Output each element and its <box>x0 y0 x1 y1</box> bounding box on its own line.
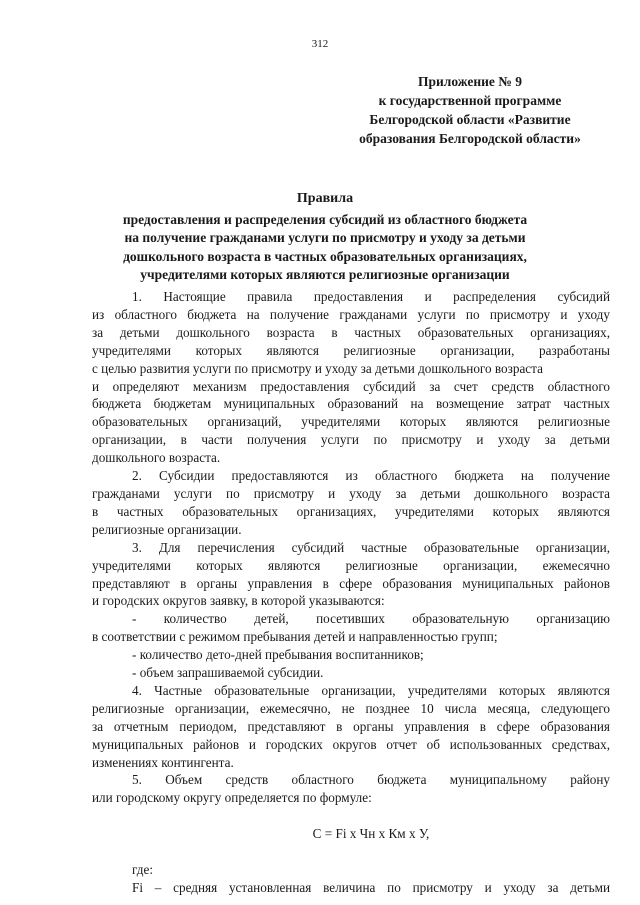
body-line: и городских округов заявку, в которой указываются: <box>92 593 385 609</box>
body-line: где: <box>132 862 153 878</box>
body-line: Fi – средняя установленная величина по присмотру и уходу за детьми <box>132 880 610 896</box>
body-line: учредителями которых являются религиозные организации, ежемесячно <box>92 557 610 573</box>
body-line: 3. Для перечисления субсидий частные образовательные организации, <box>132 539 610 555</box>
body-line: с целью развития услуги по присмотру и уходу за детьми дошкольного возраста <box>92 360 543 376</box>
body-line: организации, в части получения услуги по присмотру и уходу за детьми <box>92 432 610 448</box>
document-body <box>92 288 610 897</box>
appendix-header <box>330 72 610 148</box>
body-line: 2. Субсидии предоставляются из областного бюджета на получение <box>132 468 610 484</box>
body-line: в соответствии с режимом пребывания детей и направленностью групп; <box>92 629 498 645</box>
body-line: бюджета бюджетам муниципальных образований на возмещение затрат частных <box>92 396 610 412</box>
title-line: учредителями которых являются религиозные организации <box>140 267 510 282</box>
body-line: - количество дето-дней пребывания воспитанников; <box>132 647 424 663</box>
formula: С = Fi х Чн х Км х У, <box>312 826 430 842</box>
title-line: дошкольного возраста в частных образовательных организациях, <box>123 248 527 264</box>
body-line: в частных образовательных организациях, учредителями которых являются <box>92 503 610 519</box>
body-line: образовательных организаций, учредителями которых являются религиозные <box>92 414 610 430</box>
body-line: религиозные организации, ежемесячно, не позднее 10 числа месяца, следующего <box>92 700 610 716</box>
body-line: религиозные организации. <box>92 521 242 537</box>
appendix-line: к государственной программе <box>378 93 562 108</box>
body-line: и определяют механизм предоставления субсидий за счет средств областного <box>92 378 610 394</box>
body-line: изменениях контингента. <box>92 754 234 770</box>
body-line: за детьми дошкольного возраста в частных образовательных организациях, <box>92 324 610 340</box>
body-line: гражданами услуги по присмотру и уходу за детьми дошкольного возраста <box>92 485 610 501</box>
body-line: или городскому округу определяется по формуле: <box>92 790 372 806</box>
body-line: 1. Настоящие правила предоставления и распределения субсидий <box>132 289 610 304</box>
title-main: Правила <box>296 191 354 206</box>
body-line: представляют в органы управления в сфере образования муниципальных районов <box>92 575 610 591</box>
appendix-line: образования Белгородской области» <box>359 131 581 146</box>
body-line: муниципальных районов и городских округов отчет об использованных средствах, <box>92 736 610 752</box>
appendix-line: Белгородской области «Развитие <box>369 112 571 127</box>
title-line: предоставления и распределения субсидий из областного бюджета <box>122 211 528 227</box>
appendix-line: Приложение № 9 <box>418 74 522 89</box>
body-line: дошкольного возраста. <box>92 450 221 466</box>
body-line: учредителями которых являются религиозные организации, разработаны <box>92 342 610 358</box>
body-line: 5. Объем средств областного бюджета муниципальному району <box>132 772 610 788</box>
document-title <box>70 190 580 285</box>
body-line: - объем запрашиваемой субсидии. <box>132 665 324 681</box>
page-number: 312 <box>311 38 329 50</box>
body-line: из областного бюджета на получение гражданами услуги по присмотру и уходу <box>92 306 610 322</box>
body-line: 4. Частные образовательные организации, учредителями которых являются <box>132 682 610 698</box>
body-line: за отчетным периодом, представляют в органы управления в сфере образования <box>92 718 610 734</box>
body-line: - количество детей, посетивших образовательную организацию <box>132 611 610 627</box>
title-line: на получение гражданами услуги по присмотру и уходу за детьми <box>124 230 526 245</box>
